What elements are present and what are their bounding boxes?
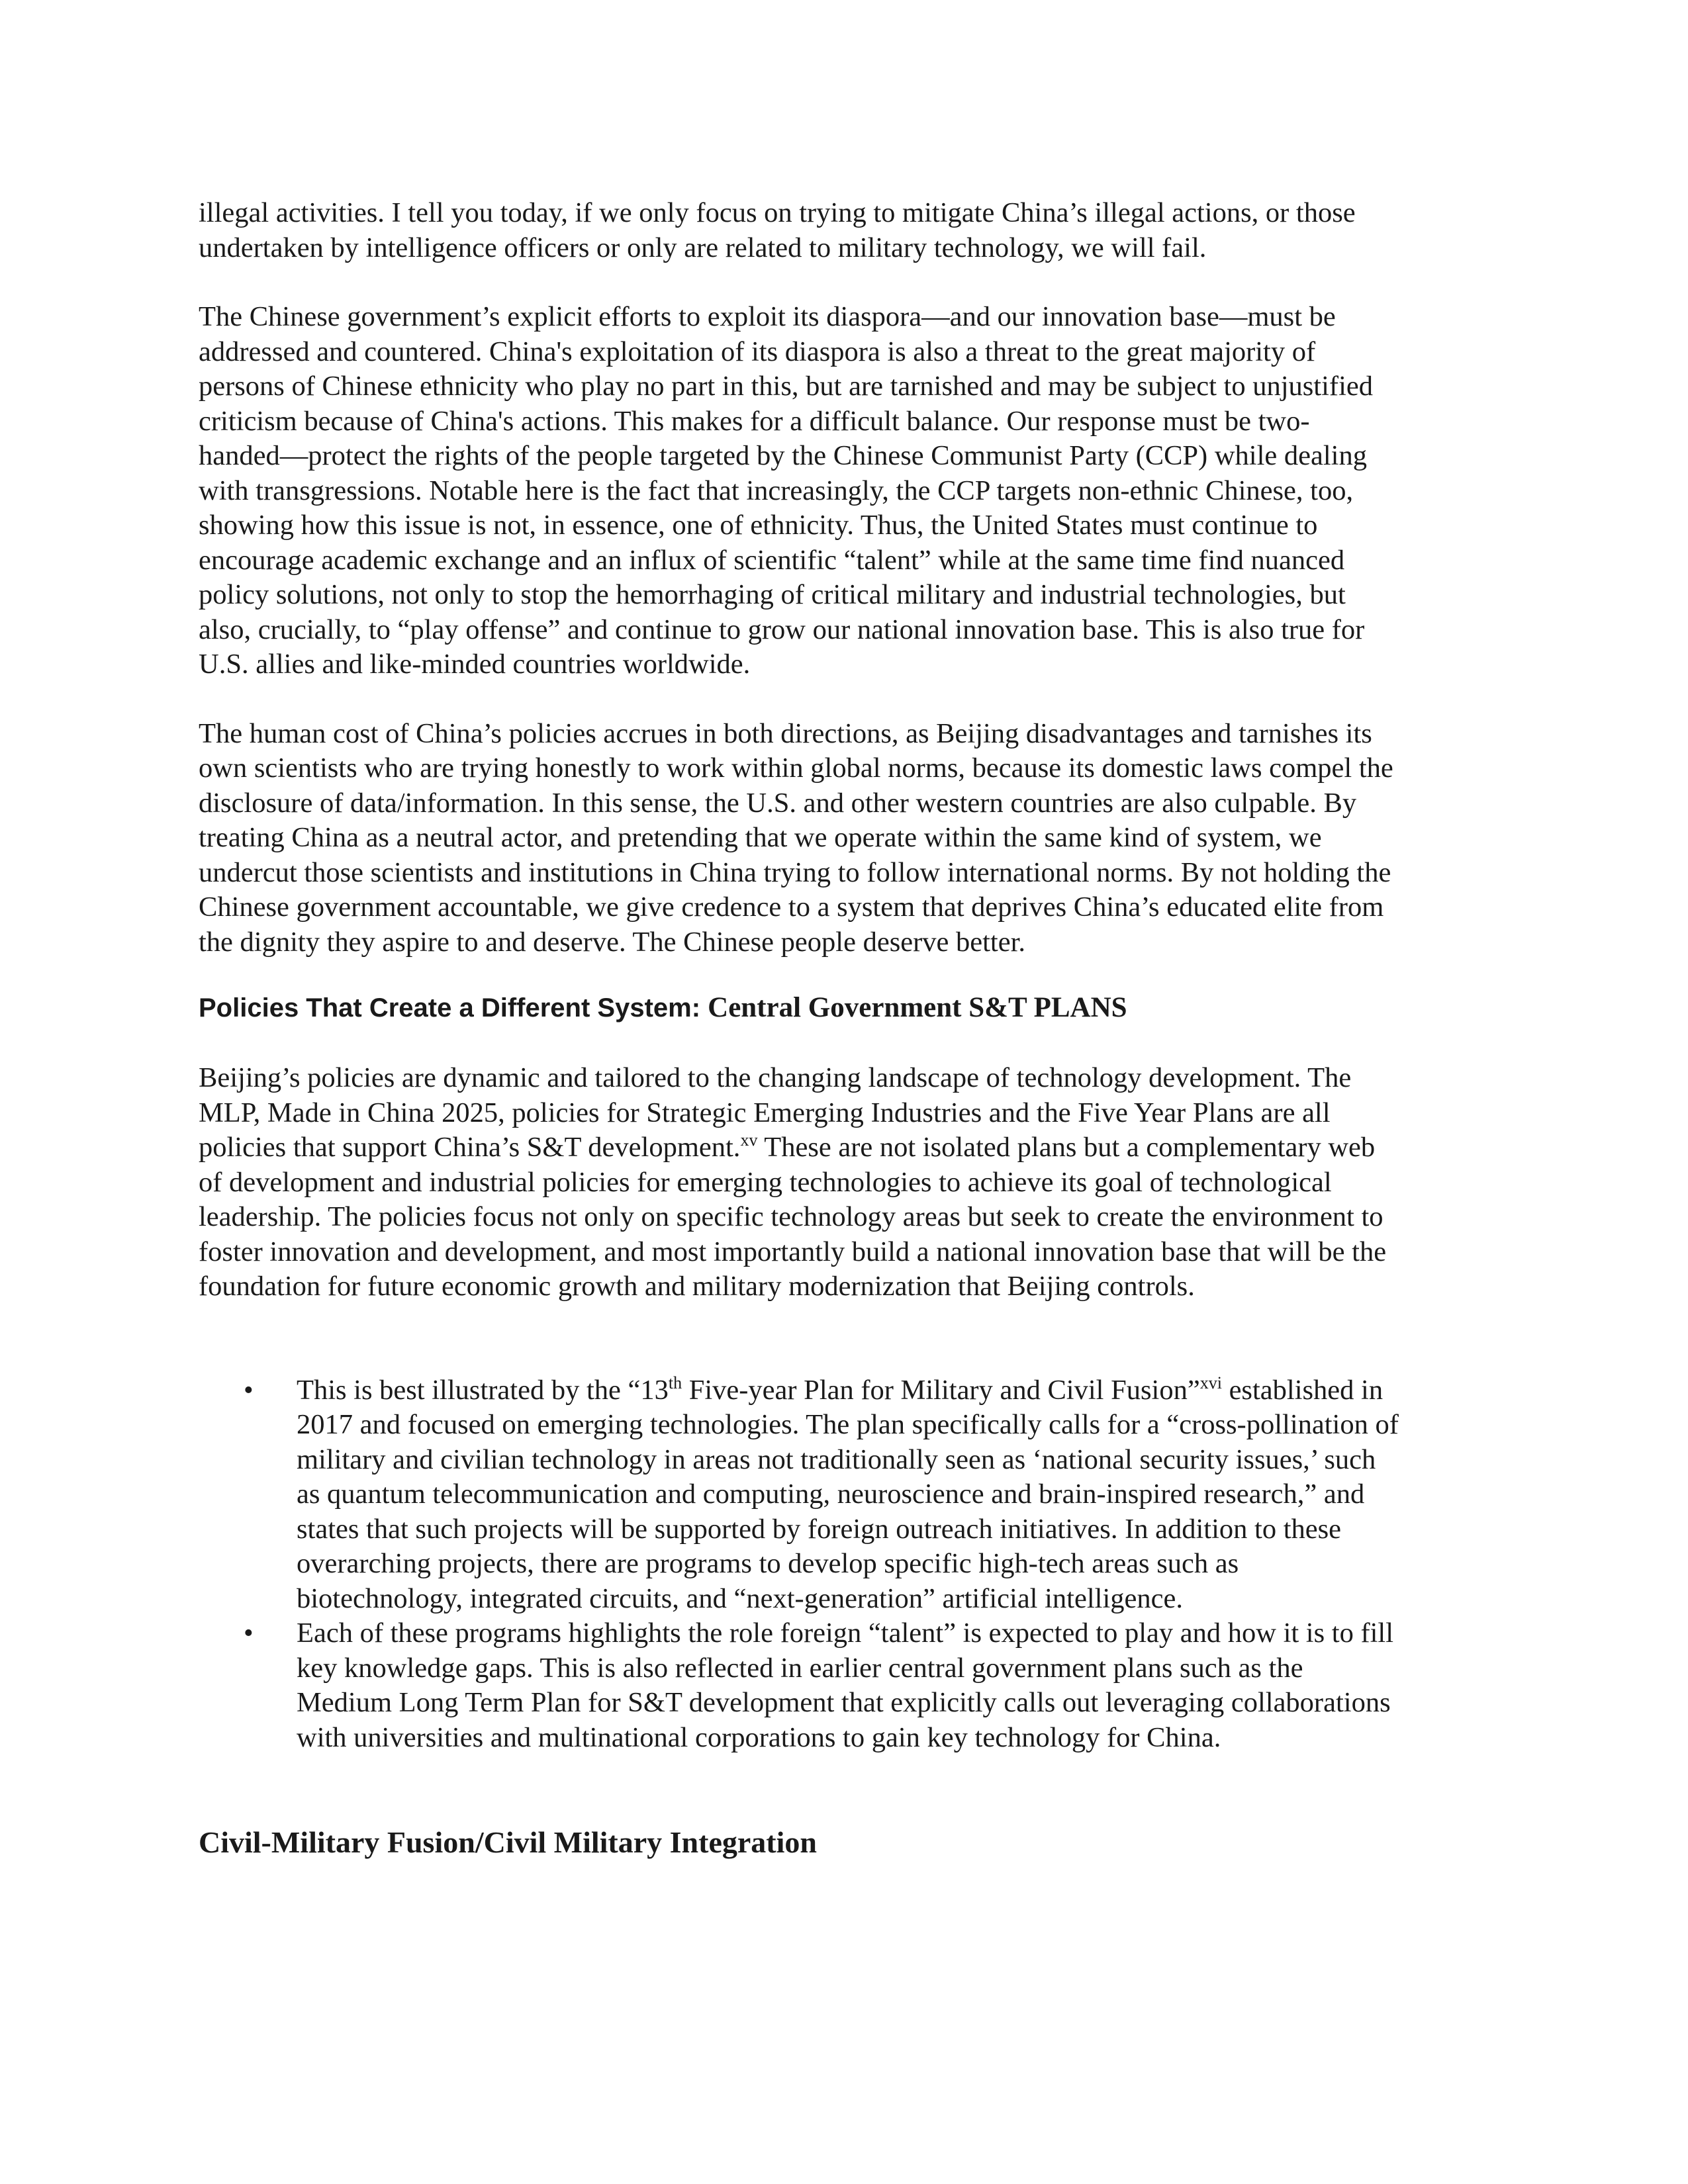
text-line: with transgressions. Notable here is the fact that increasingly, the CCP targets non-ethnic Chinese, too, bbox=[199, 475, 1354, 506]
text-line: biotechnology, integrated circuits, and “next-generation” artificial intelligence. bbox=[297, 1582, 1183, 1614]
document-page bbox=[199, 196, 1489, 1861]
text-line: handed—protect the rights of the people targeted by the Chinese Communist Party (CCP) while dealing bbox=[199, 440, 1367, 471]
bullet-icon: • bbox=[244, 1375, 254, 1406]
text-line: military and civilian technology in areas not traditionally seen as ‘national security issues,’ such bbox=[297, 1443, 1376, 1475]
text-line: undercut those scientists and institutions in China trying to follow international norms. By not holding the bbox=[199, 856, 1391, 888]
text-line: Beijing’s policies are dynamic and tailored to the changing landscape of technology development. The bbox=[199, 1062, 1352, 1093]
text-line: The Chinese government’s explicit efforts to exploit its diaspora—and our innovation base—must be bbox=[199, 301, 1336, 332]
text-run: policies that support China’s S&T development. bbox=[199, 1132, 741, 1163]
list-item bbox=[199, 1616, 1489, 1755]
text-run: Five-year Plan for Military and Civil Fusion” bbox=[682, 1374, 1200, 1406]
section-heading-civil-military: Civil-Military Fusion/Civil Military Integration bbox=[199, 1825, 817, 1859]
text-run: established in bbox=[1221, 1374, 1383, 1406]
text-line: states that such projects will be supported by foreign outreach initiatives. In addition to these bbox=[297, 1513, 1342, 1545]
text-line: U.S. allies and like-minded countries worldwide. bbox=[199, 649, 751, 680]
bullet-list bbox=[199, 1373, 1489, 1756]
text-line: persons of Chinese ethnicity who play no part in this, but are tarnished and may be subject to unjustified bbox=[199, 371, 1374, 402]
list-item bbox=[199, 1373, 1489, 1617]
text-line: foster innovation and development, and most importantly build a national innovation base that will be the bbox=[199, 1236, 1387, 1267]
text-line: with universities and multinational corporations to gain key technology for China. bbox=[297, 1721, 1221, 1753]
text-line: also, crucially, to “play offense” and continue to grow our national innovation base. This is also true for bbox=[199, 614, 1365, 645]
heading-part-serif: Central Government S&T PLANS bbox=[708, 992, 1127, 1023]
text-line: disclosure of data/information. In this sense, the U.S. and other western countries are also culpable. By bbox=[199, 787, 1357, 819]
text-line: 2017 and focused on emerging technologies. The plan specifically calls for a “cross-pollination of bbox=[297, 1409, 1399, 1440]
text-line: criticism because of China's actions. This makes for a difficult balance. Our response must be two- bbox=[199, 405, 1310, 437]
text-line: foundation for future economic growth and military modernization that Beijing controls. bbox=[199, 1271, 1195, 1302]
text-line-with-footnote bbox=[199, 1130, 1489, 1165]
paragraph-diaspora bbox=[199, 300, 1489, 682]
paragraph-illegal-activities bbox=[199, 196, 1489, 265]
text-line: Medium Long Term Plan for S&T development that explicitly calls out leveraging collaborations bbox=[297, 1687, 1391, 1718]
section-heading-st-plans bbox=[199, 990, 1489, 1025]
heading-part-sans: Policies That Create a Different System: bbox=[199, 993, 708, 1023]
footnote-ref-xvi[interactable]: xvi bbox=[1199, 1373, 1222, 1392]
text-line: of development and industrial policies for emerging technologies to achieve its goal of technological bbox=[199, 1166, 1332, 1198]
text-line: undertaken by intelligence officers or only are related to military technology, we will fail. bbox=[199, 232, 1207, 263]
text-run: These are not isolated plans but a complementary web bbox=[757, 1132, 1376, 1163]
text-line-with-footnotes bbox=[297, 1373, 1489, 1408]
text-line: leadership. The policies focus not only on specific technology areas but seek to create the environment to bbox=[199, 1201, 1383, 1232]
text-line: policy solutions, not only to stop the hemorrhaging of critical military and industrial technologies, but bbox=[199, 579, 1346, 610]
text-line: MLP, Made in China 2025, policies for Strategic Emerging Industries and the Five Year Plans are all bbox=[199, 1097, 1331, 1128]
paragraph-human-cost bbox=[199, 717, 1489, 960]
superscript-th: th bbox=[668, 1373, 682, 1392]
text-line: as quantum telecommunication and computing, neuroscience and brain-inspired research,” and bbox=[297, 1479, 1365, 1510]
text-line: encourage academic exchange and an influx of scientific “talent” while at the same time find nuanced bbox=[199, 544, 1345, 576]
text-line: overarching projects, there are programs to develop specific high-tech areas such as bbox=[297, 1548, 1239, 1579]
text-run: This is best illustrated by the “13 bbox=[297, 1374, 669, 1406]
bullet-icon: • bbox=[244, 1618, 254, 1649]
text-line: own scientists who are trying honestly to work within global norms, because its domestic laws compel the bbox=[199, 752, 1393, 784]
text-line: addressed and countered. China's exploitation of its diaspora is also a threat to the great majority of bbox=[199, 336, 1316, 367]
footnote-ref-xv[interactable]: xv bbox=[740, 1130, 758, 1150]
text-line: treating China as a neutral actor, and pretending that we operate within the same kind of system, we bbox=[199, 822, 1322, 853]
text-line: showing how this issue is not, in essence, one of ethnicity. Thus, the United States must continue to bbox=[199, 510, 1318, 541]
text-line: Chinese government accountable, we give credence to a system that deprives China’s educated elite from bbox=[199, 891, 1384, 923]
text-line: The human cost of China’s policies accrues in both directions, as Beijing disadvantages and tarnishes its bbox=[199, 717, 1372, 749]
text-line: the dignity they aspire to and deserve. The Chinese people deserve better. bbox=[199, 926, 1026, 958]
text-line: Each of these programs highlights the role foreign “talent” is expected to play and how it is to fill bbox=[297, 1617, 1394, 1649]
paragraph-beijing-policies bbox=[199, 1061, 1489, 1304]
text-line: key knowledge gaps. This is also reflected in earlier central government plans such as the bbox=[297, 1652, 1303, 1684]
text-line: illegal activities. I tell you today, if we only focus on trying to mitigate China’s illegal actions, or those bbox=[199, 197, 1356, 228]
